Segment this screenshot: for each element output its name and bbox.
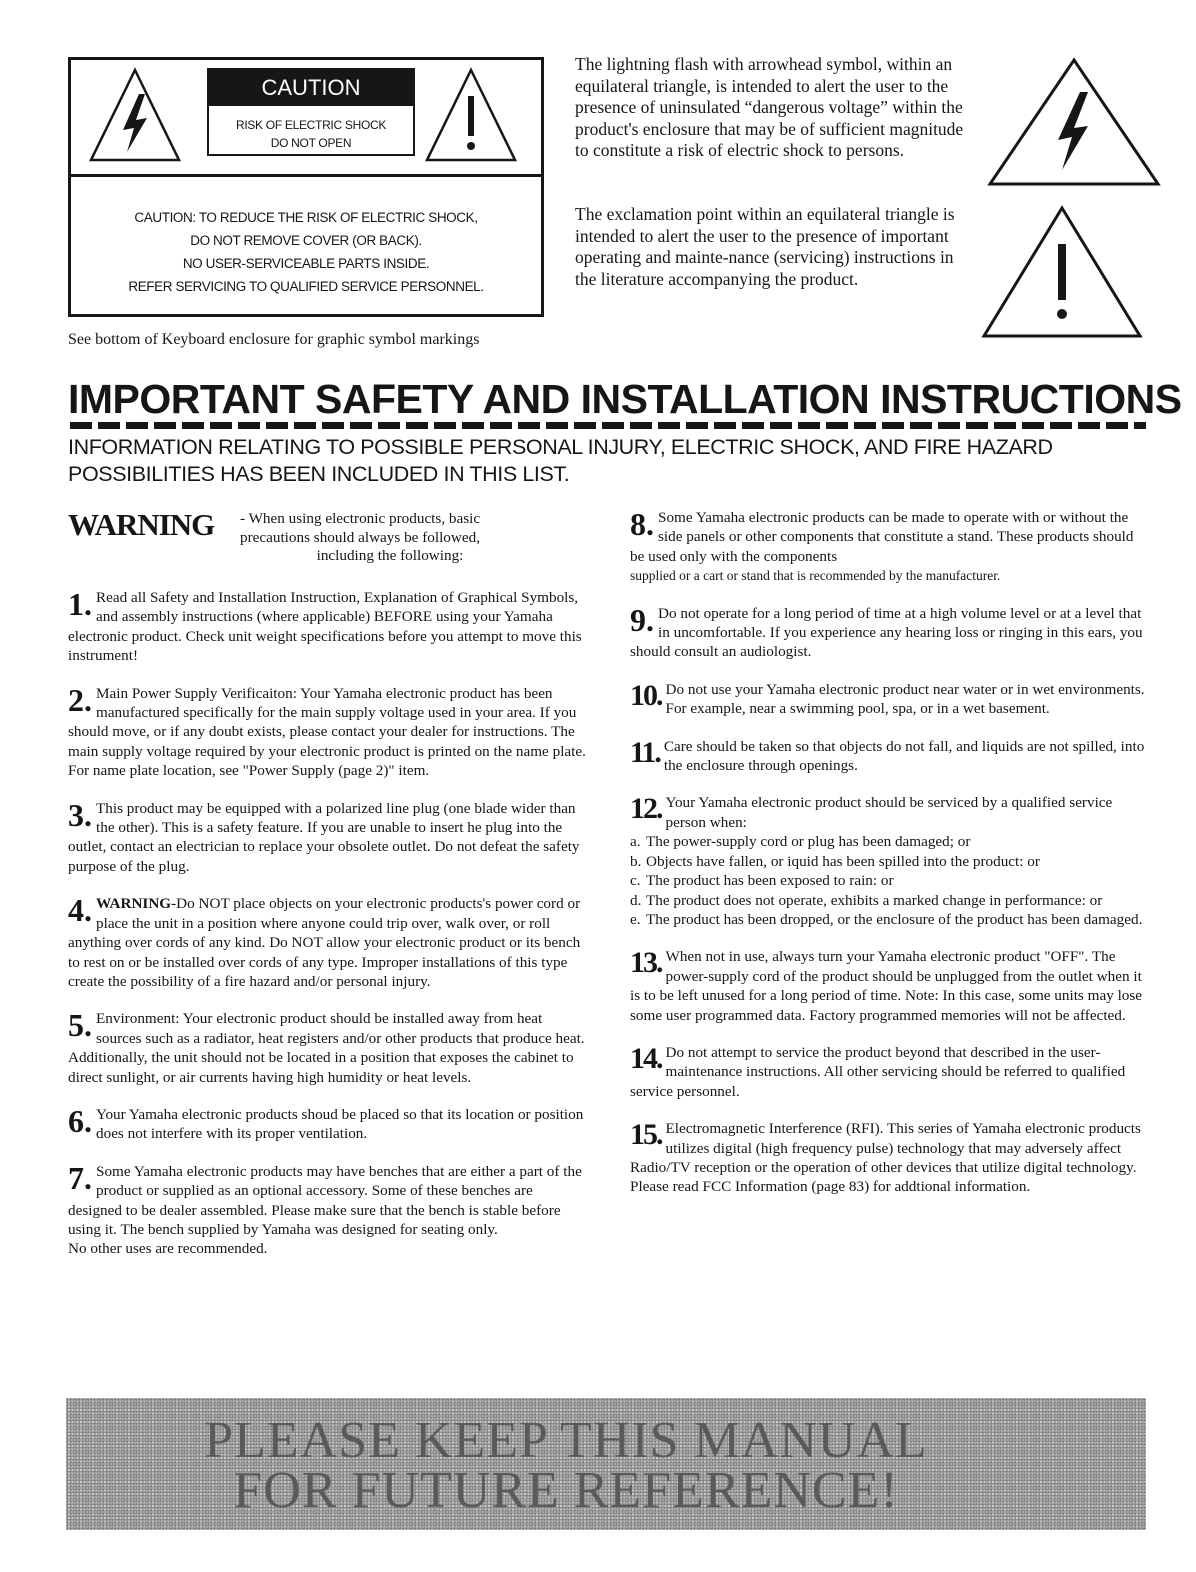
- item-number: 11.: [630, 735, 660, 769]
- item-text: Do not use your Yamaha electronic product near water or in wet environments. For example, near a swimming pool, spa, or in a wet basement.: [665, 680, 1145, 718]
- item-number: 6.: [68, 1102, 92, 1139]
- item-number: 14.: [630, 1041, 662, 1075]
- sub-item-letter: b.: [630, 852, 642, 870]
- item-text: Environment: Your electronic product should be installed away from heat sources such as a radiator, heat registers and/or other products that produce heat. Additionally, the unit should not be located in a position that exposes the cabinet to direct sunlight, or air currents having high humidity or heat levels.: [68, 1010, 585, 1086]
- item-text: This product may be equipped with a polarized line plug (one blade wider than the other). This is a safety feature. If you are unable to insert he plug into the outlet, contact an electrician to replace your obsolete outlet. Do not defeat the safety purpose of the plug.: [68, 799, 580, 875]
- caution-line: NO USER-SERVICEABLE PARTS INSIDE.: [182, 256, 430, 271]
- instruction-item: [630, 508, 1150, 586]
- instruction-item: [630, 1043, 1150, 1101]
- warning-text: [240, 510, 540, 566]
- instruction-item: [68, 796, 588, 877]
- sub-list-item: [630, 852, 1150, 871]
- instruction-item: [630, 1119, 1150, 1197]
- instruction-item: [630, 947, 1150, 1025]
- caution-divider: [71, 174, 541, 177]
- item-small-text: supplied or a cart or stand that is recommended by the manufacturer.: [630, 568, 1001, 584]
- caution-line: REFER SERVICING TO QUALIFIED SERVICE PERSONNEL.: [128, 279, 484, 294]
- warning-line: including the following:: [316, 547, 464, 564]
- item-text: Some Yamaha electronic products can be made to operate with or without the side panels or other components that constitute a stand. These products should be used only with the components: [630, 509, 1134, 565]
- sub-item-text: The power-supply cord or plug has been damaged; or: [646, 833, 971, 851]
- sub-list-item: [630, 910, 1150, 929]
- symbol-markings-note: See bottom of Keyboard enclosure for graphic symbol markings: [68, 331, 480, 348]
- item-number: 7.: [68, 1159, 92, 1196]
- caution-text: [71, 206, 541, 298]
- item-number: 5.: [68, 1007, 92, 1044]
- item-text: -Do NOT place objects on your electronic products's power cord or place the unit in a position where anyone could trip over, walk over, or roll anything over cords of any kind. Do NOT allow your electronic product or its bench to rest on or be installed over cords of any type. Improper installations of this type create the possibility of a fire hazard and/or personal injury.: [68, 895, 581, 990]
- item-number: 8.: [630, 506, 654, 542]
- item-number: 4.: [68, 892, 92, 929]
- caution-subtitle: DO NOT OPEN: [270, 136, 352, 150]
- item-text: Your Yamaha electronic products shoud be placed so that its location or position does not interfere with its proper ventilation.: [96, 1105, 584, 1143]
- caution-label: [207, 68, 415, 156]
- sub-item-text: Objects have fallen, or iquid has been spilled into the product: or: [646, 852, 1040, 870]
- item-text: Some Yamaha electronic products may have benches that are either a part of the product or supplied as an optional accessory. Some of these benches are designed to be dealer assembled. Please make sure that the bench is stable before using it. The bench supplied by Yamaha was designed for seating only.: [68, 1162, 582, 1238]
- page-title: IMPORTANT SAFETY AND INSTALLATION INSTRUCTIONS: [68, 376, 1182, 422]
- sub-item-text: The product has been exposed to rain: or: [646, 872, 894, 890]
- sub-item-letter: a.: [630, 833, 641, 851]
- lightning-triangle-icon: [984, 56, 1164, 188]
- item-number: 13.: [630, 946, 662, 980]
- item-text: Electromagnetic Interference (RFI). This series of Yamaha electronic products utilizes digital (high frequency pulse) technology that may adversely affect Radio/TV reception or the operation of other devices that utilize digital technology. Please read FCC Information (page 83) for addtional information.: [630, 1120, 1141, 1196]
- item-number: 1.: [68, 586, 92, 622]
- item-lead: WARNING: [96, 895, 172, 913]
- footer-banner: [66, 1398, 1146, 1530]
- item-text: Read all Safety and Installation Instruction, Explanation of Graphical Symbols, and assembly instructions (where applicable) BEFORE using your Yamaha electronic product. Check unit weight specifications before you attempt to move this instrument!: [68, 589, 582, 665]
- item-extra-text: No other uses are recommended.: [68, 1240, 268, 1258]
- instruction-item: [68, 1159, 588, 1259]
- instruction-item: [68, 1102, 588, 1144]
- caution-line: CAUTION: TO REDUCE THE RISK OF ELECTRIC SHOCK,: [134, 210, 478, 225]
- warning-block: [68, 508, 588, 588]
- instruction-item: [630, 601, 1150, 662]
- caution-line: DO NOT REMOVE COVER (OR BACK).: [190, 233, 422, 248]
- item-text: Main Power Supply Verificaiton: Your Yamaha electronic product has been manufactured specifically for the main supply voltage used in your area. If you should move, or if any doubt exists, please contact your dealer for instructions. The main supply voltage required by your electronic product is printed on the name plate. For name plate location, see "Power Supply (page 2)" item.: [68, 684, 586, 780]
- item-number: 3.: [68, 796, 92, 833]
- sub-item-letter: e.: [630, 910, 641, 928]
- caution-box: [68, 57, 544, 317]
- item-number: 12.: [630, 792, 662, 826]
- instruction-item: [630, 680, 1150, 719]
- page-subtitle: INFORMATION RELATING TO POSSIBLE PERSONAL INJURY, ELECTRIC SHOCK, AND FIRE HAZARD POSSIBILITIES HAS BEEN INCLUDED IN THIS LIST.: [68, 435, 1053, 486]
- title-dashed-rule: [70, 422, 1146, 429]
- caution-subtitle: RISK OF ELECTRIC SHOCK: [235, 118, 387, 132]
- instruction-item: [68, 588, 588, 666]
- sub-item-text: The product has been dropped, or the enclosure of the product has been damaged.: [646, 910, 1143, 928]
- caution-title: CAUTION: [209, 70, 413, 106]
- warning-heading: WARNING: [68, 507, 215, 542]
- exclamation-triangle-icon: [423, 66, 519, 166]
- item-number: 15.: [630, 1118, 662, 1152]
- sub-list-item: [630, 891, 1150, 910]
- item-text: Do not operate for a long period of time at a high volume level or at a level that in uncomfortable. If you experience any hearing loss or ringing in this ears, you should consult an audiologist.: [630, 604, 1143, 661]
- footer-banner-line: PLEASE KEEP THIS MANUAL: [204, 1412, 928, 1469]
- sub-list-item: [630, 832, 1150, 851]
- instruction-item: [68, 894, 588, 991]
- item-text: Care should be taken so that objects do not fall, and liquids are not spilled, into the enclosure through openings.: [663, 737, 1145, 775]
- sub-item-letter: c.: [630, 872, 641, 890]
- warning-line: precautions should always be followed,: [240, 528, 480, 546]
- sub-item-text: The product does not operate, exhibits a marked change in performance: or: [646, 891, 1103, 909]
- item-number: 9.: [630, 601, 654, 638]
- exclamation-symbol-description: The exclamation point within an equilateral triangle is intended to alert the user to the presence of important operating and mainte-nance (servicing) instructions in the literature accompanying the product.: [575, 204, 955, 289]
- instruction-item: [68, 681, 588, 781]
- item-number: 10.: [630, 678, 662, 712]
- item-number: 2.: [68, 681, 92, 718]
- warning-line: - When using electronic products, basic: [240, 510, 481, 527]
- sub-list: [630, 832, 1150, 929]
- sub-list-item: [630, 871, 1150, 890]
- instruction-item: [68, 1009, 588, 1087]
- sub-item-letter: d.: [630, 891, 642, 909]
- lightning-triangle-icon: [87, 66, 183, 166]
- instruction-item: [630, 737, 1150, 776]
- item-text: Do not attempt to service the product beyond that described in the user-maintenance instructions. All other servicing should be referred to qualified service personnel.: [630, 1043, 1126, 1100]
- footer-banner-line: FOR FUTURE REFERENCE!: [233, 1462, 899, 1519]
- item-text: When not in use, always turn your Yamaha electronic product "OFF". The power-supply cord of the product should be unplugged from the outlet when it is to be left unused for a long period of time. Note: In this case, some units may lose some user programmed data. Factory programmed memories will not be affected.: [630, 948, 1143, 1024]
- instructions-left-column: [68, 508, 588, 1277]
- lightning-symbol-description: The lightning flash with arrowhead symbol, within an equilateral triangle, is intended to alert the user to the presence of uninsulated “dangerous voltage” within the product's enclosure that may be of sufficient magnitude to constitute a risk of electric shock to persons.: [575, 54, 964, 160]
- instruction-item: [630, 793, 1150, 929]
- instructions-right-column: [630, 508, 1150, 1215]
- exclamation-triangle-icon: [980, 204, 1144, 340]
- item-text: Your Yamaha electronic product should be serviced by a qualified service person when:: [665, 794, 1113, 831]
